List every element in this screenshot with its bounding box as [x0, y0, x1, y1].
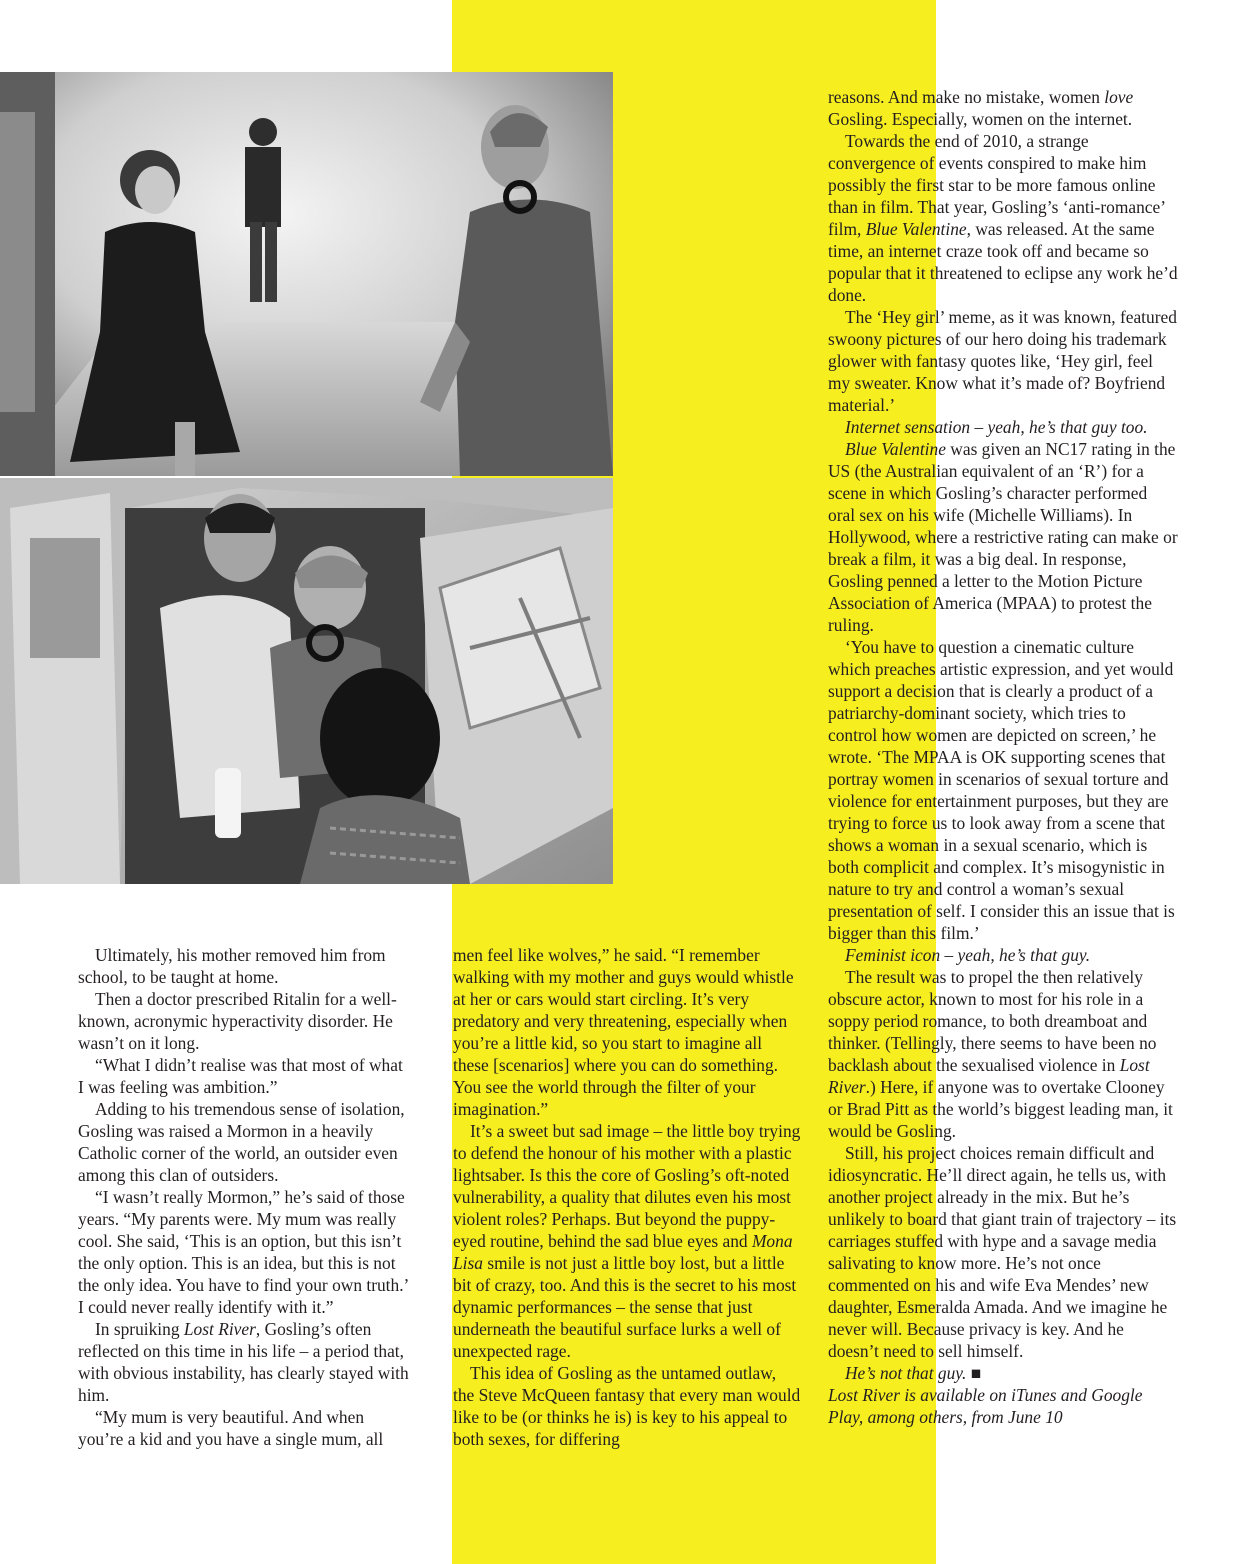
paragraph: Still, his project choices remain difficult and idiosyncratic. He’ll direct again, he tells us, with another project already in the mix. But he’s unlikely to board that giant train of trajectory – its carriages stuffed with hype and a savage media salivating to know more. He’s not once commented on his and wife Eva Mendes’ new daughter, Esmeralda Amada. And we imagine he never will. Because privacy is key. And he doesn’t need to sell himself. — [828, 1143, 1177, 1361]
article-column-middle — [453, 944, 801, 1450]
photo-car-image — [0, 478, 613, 884]
paragraph: This idea of Gosling as the untamed outlaw, the Steve McQueen fantasy that every man would like to be (or thinks he is) is key to his appeal to both sexes, for differing — [453, 1363, 801, 1449]
film-still-corridor — [0, 72, 613, 476]
paragraph: Blue Valentine was given an NC17 rating in the US (the Australian equivalent of an ‘R’) for a scene in which Gosling’s character performed oral sex on his wife (Michelle Williams). In Hollywood, where a restrictive rating can make or break a film, it was a big deal. In response, Gosling penned a letter to the Motion Picture Association of America (MPAA) to protest the ruling. — [828, 439, 1178, 635]
film-still-car — [0, 478, 613, 884]
paragraph: reasons. And make no mistake, women love Gosling. Especially, women on the internet. — [828, 87, 1134, 129]
paragraph: It’s a sweet but sad image – the little boy trying to defend the honour of his mother with a plastic lightsaber. Is this the core of Gosling’s oft-noted vulnerability, a quality that dilutes even his most violent roles? Perhaps. But beyond the puppy-eyed routine, behind the sad blue eyes and Mona Lisa smile is not just a little boy lost, but a little bit of crazy, too. And this is the secret to his most dynamic performances – the sense that just underneath the beautiful surface lurks a well of unexpected rage. — [453, 1121, 801, 1361]
paragraph: In spruiking Lost River, Gosling’s often reflected on this time in his life – a period that, with obvious instability, has clearly stayed with him. — [78, 1319, 409, 1405]
paragraph: men feel like wolves,” he said. “I remember walking with my mother and guys would whistle at her or cars would start circling. It’s very predatory and very threatening, especially when you’re a little kid, so you start to imagine all these [scenarios] where you can do something. You see the world through the filter of your imagination.” — [453, 945, 794, 1119]
article-column-left — [78, 944, 410, 1450]
paragraph: “What I didn’t realise was that most of what I was feeling was ambition.” — [78, 1055, 403, 1097]
availability-caption: Lost River is available on iTunes and Google Play, among others, from June 10 — [828, 1385, 1143, 1427]
paragraph: Adding to his tremendous sense of isolation, Gosling was raised a Mormon in a heavily Catholic corner of the world, an outsider even among this clan of outsiders. — [78, 1099, 405, 1185]
paragraph: Ultimately, his mother removed him from school, to be taught at home. — [78, 945, 386, 987]
paragraph: “I wasn’t really Mormon,” he’s said of those years. “My parents were. My mum was really cool. She said, ‘This is an option, but this isn’t the only option. This is an idea, but this is not the only idea. You have to find your own truth.’ I could never really identify with it.” — [78, 1187, 409, 1317]
paragraph: Towards the end of 2010, a strange convergence of events conspired to make him possibly the first star to be more famous online than in film. That year, Gosling’s ‘anti-romance’ film, Blue Valentine, was released. At the same time, an internet craze took off and became so popular that it threatened to eclipse any work he’d done. — [828, 131, 1178, 305]
paragraph: The ‘Hey girl’ meme, as it was known, featured swoony pictures of our hero doing his trademark glower with fantasy quotes like, ‘Hey girl, feel my sweater. Know what it’s made of? Boyfriend material.’ — [828, 307, 1177, 415]
section-subhead: He’s not that guy. ■ — [845, 1363, 982, 1383]
paragraph: ‘You have to question a cinematic culture which preaches artistic expression, and yet would support a decision that is clearly a product of a patriarchy-dominant society, which tries to control how women are depicted on screen,’ he wrote. ‘The MPAA is OK supporting scenes that portray women in scenarios of sexual torture and violence for entertainment purposes, but they are trying to force us to look away from a scene that shows a woman in a sexual scenario, which is both complicit and complex. It’s misogynistic in nature to try and control a woman’s sexual presentation of self. I consider this an issue that is bigger than this film.’ — [828, 637, 1175, 943]
article-column-right — [828, 86, 1178, 1428]
section-subhead: Internet sensation – yeah, he’s that guy too. — [845, 417, 1148, 437]
paragraph: Then a doctor prescribed Ritalin for a well-known, acronymic hyperactivity disorder. He wasn’t on it long. — [78, 989, 397, 1053]
paragraph: The result was to propel the then relatively obscure actor, known to most for his role in a soppy period romance, to both dreamboat and thinker. (Tellingly, there seems to have been no backlash about the sexualised violence in Lost River.) Here, if anyone was to overtake Clooney or Brad Pitt as the world’s biggest leading man, it would be Gosling. — [828, 967, 1173, 1141]
paragraph: “My mum is very beautiful. And when you’re a kid and you have a single mum, all — [78, 1407, 384, 1449]
photo-corridor-image — [0, 72, 613, 476]
end-of-article-mark: ■ — [970, 1363, 982, 1383]
section-subhead: Feminist icon – yeah, he’s that guy. — [845, 945, 1091, 965]
